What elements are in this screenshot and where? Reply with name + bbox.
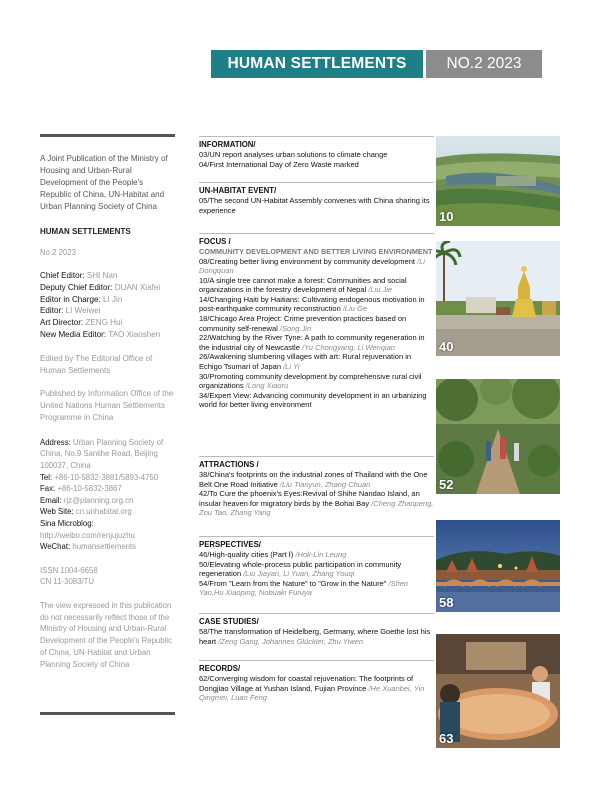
staff-list (40, 270, 175, 341)
toc-item-author: /He Xuanbei, Yin Qingmei, Luan Feng (199, 683, 425, 703)
toc-item-author: /Yu Chongyang, Li Wenqian (301, 342, 395, 352)
toc-item-title: 30/Promoting community development by comprehensive rural civil organizations (199, 371, 422, 391)
masthead-name: HUMAN SETTLEMENTS (40, 227, 131, 236)
staff-role: Chief Editor: (40, 271, 85, 280)
section-rule (199, 613, 434, 614)
toc-item[interactable] (199, 391, 434, 410)
section-heading: CASE STUDIES/ (199, 617, 259, 626)
toc-item[interactable] (199, 674, 434, 703)
photo-page-number: 10 (439, 209, 454, 224)
contact-label: Fax: (40, 484, 56, 494)
contact-value: +86-10-5832-3881/5893-4750 (54, 472, 159, 482)
section-heading: RECORDS/ (199, 664, 241, 673)
masthead-issue: No.2 2023 (40, 248, 76, 257)
contact-row[interactable] (40, 518, 175, 541)
section-rule (199, 456, 434, 457)
toc-item-author: /Shen Yao,Hu Xiaoping, Nobuaki Furuya (199, 578, 409, 598)
cn-number: CN 11-3083/TU (40, 577, 95, 587)
landscape-photo-icon (436, 136, 560, 226)
section-rule (199, 233, 434, 234)
toc-item[interactable] (199, 627, 434, 646)
toc-item-title: 38/China's footprints on the industrial zones of Thailand with the One Belt One Road Initiative (199, 470, 428, 489)
staff-role: Art Director: (40, 318, 84, 328)
toc-item-title: 10/A single tree cannot make a forest: Communities and social organizations in the forestry development of Nepal (199, 275, 407, 295)
publication-intro: A Joint Publication of the Ministry of Housing and Urban-Rural Development of the People's Republic of China, UN-Habitat and Urban Planning Society of China (40, 154, 168, 211)
market-photo-icon (436, 634, 560, 748)
staff-row (40, 294, 175, 306)
staff-row (40, 329, 175, 341)
section-heading: FOCUS / (199, 237, 231, 246)
contact-row (40, 472, 175, 484)
masthead-bottom-rule (40, 712, 175, 715)
staff-role: New Media Editor: (40, 329, 107, 339)
staff-name: LI Weiwei (65, 306, 101, 316)
toc-item[interactable] (199, 372, 434, 391)
section-unhabitat-event (199, 182, 434, 215)
toc-item[interactable] (199, 276, 434, 295)
section-rule (199, 536, 434, 537)
toc-item-title: 03/UN report analyses urban solutions to climate change (199, 150, 388, 159)
photo-page-number: 40 (439, 339, 454, 354)
section-subheading: COMMUNITY DEVELOPMENT AND BETTER LIVING ENVIRONMENT (199, 247, 433, 256)
published-by: Published by Information Office of the United Nations Human Settlements Programme in China (40, 389, 174, 422)
contact-label: Sina Microblog: (40, 518, 94, 528)
issn-block (40, 565, 175, 588)
toc-item[interactable] (199, 160, 434, 170)
toc-item-title: 14/Changing Haiti by Haitians: Cultivating endogenous motivation in post-earthquake community reconstruction (199, 294, 425, 314)
contact-row[interactable] (40, 495, 175, 507)
toc-item-title: 58/The transformation of Heidelberg, Germany, where Goethe lost his heart (199, 627, 431, 646)
toc-item[interactable] (199, 333, 434, 352)
contact-label: Web Site: (40, 507, 74, 517)
toc-item-title: 62/Converging wisdom for coastal rejuvenation: The footprints of Dongjiao Village at Yushan Island, Fujian Province (199, 674, 414, 693)
temple-photo-icon (436, 241, 560, 356)
staff-row (40, 270, 175, 282)
toc-item-title: 22/Watching by the River Tyne: A path to community regeneration in the industrial city of Newcastle (199, 333, 425, 352)
toc-item[interactable] (199, 470, 434, 489)
staff-row (40, 282, 175, 294)
staff-role: Editor: (40, 306, 64, 316)
staff-name: TAO Xiaoshen (108, 329, 161, 339)
toc-item[interactable] (199, 314, 434, 333)
issn: ISSN 1004-6658 (40, 565, 98, 575)
section-heading: UN-HABITAT EVENT/ (199, 186, 277, 195)
toc-item[interactable] (199, 196, 434, 215)
toc-item-author: /Hok-Lin Leung (295, 550, 347, 559)
toc-item[interactable] (199, 352, 434, 371)
toc-item[interactable] (199, 257, 434, 276)
toc-item-author: /Song Jin (279, 323, 312, 333)
staff-name: ZENG Hui (85, 318, 123, 328)
section-information (199, 136, 434, 169)
toc-item-author: /Liu Jie (368, 285, 393, 295)
toc-item[interactable] (199, 150, 434, 160)
contact-row[interactable] (40, 506, 175, 518)
toc-item[interactable] (199, 489, 434, 518)
toc-item-title: 54/From "Learn from the Nature" to "Grow in the Nature" (199, 578, 387, 588)
toc-item-author: /Li Dongquan (199, 256, 425, 276)
masthead-top-rule (40, 134, 175, 137)
toc-item-author: /Zeng Gang, Johannes Glückler, Zhu Yiwen (218, 636, 364, 646)
toc-item-author: /Li Yi (283, 362, 300, 372)
photo-page-number: 58 (439, 595, 454, 610)
photo-page-number: 63 (439, 731, 454, 746)
toc-item-title: 05/The second UN-Habitat Assembly convenes with China sharing its experience (199, 196, 430, 215)
section-rule (199, 136, 434, 137)
toc-item[interactable] (199, 295, 434, 314)
toc-item[interactable] (199, 560, 434, 579)
section-focus (199, 233, 434, 410)
toc-item[interactable] (199, 550, 434, 560)
bridge-photo-icon (436, 520, 560, 612)
magazine-title: HUMAN SETTLEMENTS (211, 50, 423, 78)
photo-page-number: 52 (439, 477, 454, 492)
contact-row (40, 437, 175, 472)
toc-item-author: /Cheng Zhaopeng, Zou Tao, Zhang Yang (199, 498, 434, 518)
contact-label: Tel: (40, 472, 53, 482)
contact-label: Address: (40, 437, 71, 447)
section-rule (199, 182, 434, 183)
section-perspectives (199, 536, 434, 598)
toc-item-author: /Liu Ge (342, 304, 368, 314)
contact-label: WeChat: (40, 542, 71, 552)
contact-label: Email: (40, 495, 62, 505)
toc-item-title: 42/To Cure the phoenix's Eyes:Revival of Shihe Nandao Island, an insular heaven for migratory birds by the Bohai Bay (199, 489, 420, 508)
microblog-link[interactable]: http://weibo.com/renjujuzhu (40, 530, 135, 540)
contact-value: +86-10-5832-3867 (57, 484, 122, 494)
toc-item-title: 18/Chicago Area Project: Crime prevention practices based on community self-renewal (199, 314, 407, 333)
section-rule (199, 660, 434, 661)
toc-item-author: /Long Xiaoru (245, 381, 289, 391)
staff-name: LI Jin (103, 294, 123, 304)
masthead-column (40, 134, 175, 671)
section-heading: PERSPECTIVES/ (199, 540, 261, 549)
toc-item-title: 04/First International Day of Zero Waste marked (199, 159, 359, 169)
staff-role: Editor in Charge: (40, 294, 101, 304)
header-banner (211, 50, 542, 78)
section-heading: ATTRACTIONS / (199, 460, 259, 469)
toc-item-author: /Liu Jiayan, Li Yuan, Zhang Youqi (243, 569, 355, 579)
toc-item-title: 08/Creating better living environment by community development (199, 256, 415, 266)
staff-row (40, 305, 175, 317)
wechat-id: humansettlements (72, 542, 137, 552)
contact-list (40, 437, 175, 553)
toc-item-title: 46/High-quality cities (Part Ⅰ) (199, 550, 294, 559)
toc-item-title: 34/Expert View: Advancing community development in an urbanizing world for better living environment (199, 390, 427, 410)
toc-item-author: /Liu Tianyun, Zhang Chuan (279, 479, 371, 489)
toc-item-title: 26/Awakening slumbering villages with art: Rural rejuvenation in Echigo Tsumari of Japan (199, 352, 412, 372)
section-heading: INFORMATION/ (199, 140, 256, 149)
garden-photo-icon (436, 379, 560, 494)
issue-label: NO.2 2023 (426, 50, 542, 78)
edited-by: Edited by The Editorial Office of Human Settlements (40, 353, 153, 375)
section-records (199, 660, 434, 703)
contact-row (40, 541, 175, 553)
staff-role: Deputy Chief Editor: (40, 282, 113, 292)
section-attractions (199, 456, 434, 518)
section-case-studies (199, 613, 434, 646)
website-link[interactable]: cn.unhabitat.org (75, 507, 132, 517)
email-link[interactable]: rjz@planning.org.cn (63, 495, 134, 505)
staff-name: SHI Nan (86, 271, 118, 280)
contact-row (40, 483, 175, 495)
staff-name: DUAN Xiafei (114, 282, 161, 292)
disclaimer: The view expressed in this publication do not necessarily reflect those of the Ministry of Housing and Urban-Rural Development of the People's Republic of China, UN-Habitat and Urban Planning Society of China (40, 600, 172, 669)
toc-item-title: 50/Elevating whole-process public participation in community regeneration (199, 559, 402, 579)
staff-row (40, 317, 175, 329)
contact-value: Urban Planning Society of China, No.9 Sanlihe Road, Beijing 100037, China (40, 437, 164, 470)
toc-item[interactable] (199, 579, 434, 598)
